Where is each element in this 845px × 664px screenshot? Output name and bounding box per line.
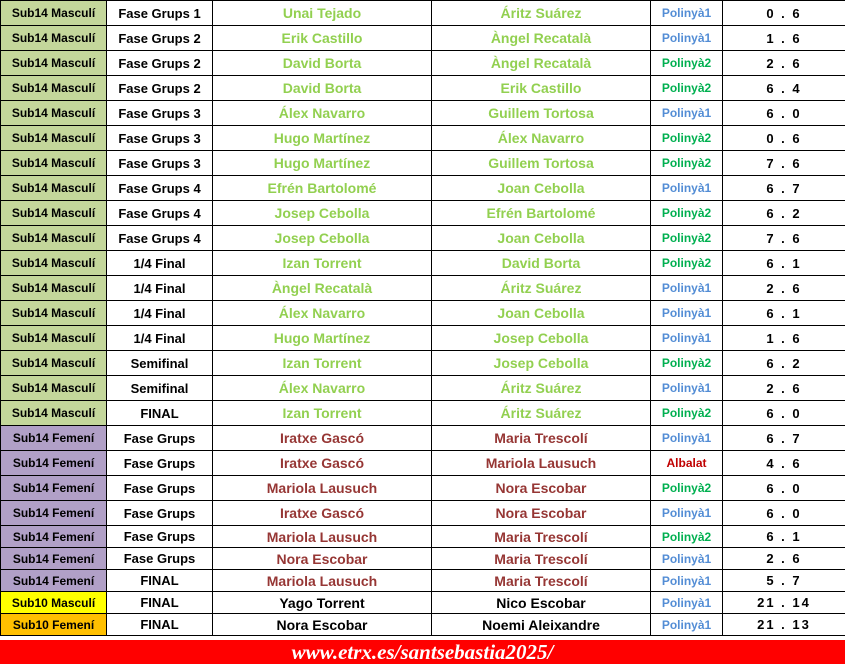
player2-cell: Áritz Suárez bbox=[432, 1, 651, 26]
round-cell: 1/4 Final bbox=[107, 276, 213, 301]
player2-cell: Maria Trescolí bbox=[432, 548, 651, 570]
table-row bbox=[1, 276, 845, 301]
score-cell: 0 . 6 bbox=[723, 126, 845, 151]
score-cell: 6 . 0 bbox=[723, 401, 845, 426]
table-row bbox=[1, 226, 845, 251]
round-cell: Fase Grups 4 bbox=[107, 201, 213, 226]
round-cell: Fase Grups 3 bbox=[107, 151, 213, 176]
player2-cell: Maria Trescolí bbox=[432, 426, 651, 451]
player1-cell: Álex Navarro bbox=[213, 101, 432, 126]
player2-cell: Efrén Bartolomé bbox=[432, 201, 651, 226]
venue-cell: Polinyà2 bbox=[651, 51, 723, 76]
venue-cell: Polinyà1 bbox=[651, 1, 723, 26]
player2-cell: Mariola Lausuch bbox=[432, 451, 651, 476]
venue-cell: Polinyà2 bbox=[651, 401, 723, 426]
score-cell: 2 . 6 bbox=[723, 548, 845, 570]
round-cell: 1/4 Final bbox=[107, 301, 213, 326]
round-cell: Semifinal bbox=[107, 351, 213, 376]
round-cell: Fase Grups 4 bbox=[107, 226, 213, 251]
category-cell: Sub14 Masculí bbox=[1, 176, 107, 201]
category-cell: Sub14 Femení bbox=[1, 426, 107, 451]
venue-cell: Polinyà2 bbox=[651, 126, 723, 151]
score-cell: 7 . 6 bbox=[723, 226, 845, 251]
round-cell: Fase Grups bbox=[107, 426, 213, 451]
table-row bbox=[1, 592, 845, 614]
score-cell: 7 . 6 bbox=[723, 151, 845, 176]
table-row bbox=[1, 126, 845, 151]
score-cell: 6 . 1 bbox=[723, 301, 845, 326]
player1-cell: Iratxe Gascó bbox=[213, 451, 432, 476]
table-row bbox=[1, 376, 845, 401]
table-row bbox=[1, 526, 845, 548]
category-cell: Sub14 Masculí bbox=[1, 376, 107, 401]
table-row bbox=[1, 326, 845, 351]
round-cell: Fase Grups bbox=[107, 526, 213, 548]
round-cell: Semifinal bbox=[107, 376, 213, 401]
category-cell: Sub14 Masculí bbox=[1, 226, 107, 251]
player1-cell: Josep Cebolla bbox=[213, 201, 432, 226]
score-cell: 6 . 4 bbox=[723, 76, 845, 101]
venue-cell: Polinyà1 bbox=[651, 301, 723, 326]
player2-cell: Nico Escobar bbox=[432, 592, 651, 614]
score-cell: 6 . 1 bbox=[723, 526, 845, 548]
player2-cell: Nora Escobar bbox=[432, 476, 651, 501]
player1-cell: Unai Tejado bbox=[213, 1, 432, 26]
round-cell: Fase Grups 1 bbox=[107, 1, 213, 26]
table-row bbox=[1, 451, 845, 476]
category-cell: Sub14 Femení bbox=[1, 501, 107, 526]
category-cell: Sub14 Masculí bbox=[1, 276, 107, 301]
player1-cell: Erik Castillo bbox=[213, 26, 432, 51]
table-row bbox=[1, 548, 845, 570]
score-cell: 0 . 6 bbox=[723, 1, 845, 26]
table-row bbox=[1, 51, 845, 76]
table-row bbox=[1, 151, 845, 176]
player1-cell: Josep Cebolla bbox=[213, 226, 432, 251]
player2-cell: Joan Cebolla bbox=[432, 301, 651, 326]
player2-cell: Josep Cebolla bbox=[432, 326, 651, 351]
category-cell: Sub14 Femení bbox=[1, 451, 107, 476]
venue-cell: Polinyà2 bbox=[651, 226, 723, 251]
round-cell: Fase Grups 2 bbox=[107, 51, 213, 76]
player1-cell: Mariola Lausuch bbox=[213, 476, 432, 501]
round-cell: FINAL bbox=[107, 592, 213, 614]
score-cell: 21 . 13 bbox=[723, 614, 845, 636]
player2-cell: Josep Cebolla bbox=[432, 351, 651, 376]
venue-cell: Polinyà1 bbox=[651, 376, 723, 401]
score-cell: 2 . 6 bbox=[723, 51, 845, 76]
player1-cell: Izan Torrent bbox=[213, 401, 432, 426]
table-row bbox=[1, 476, 845, 501]
player2-cell: Àngel Recatalà bbox=[432, 51, 651, 76]
venue-cell: Polinyà1 bbox=[651, 176, 723, 201]
venue-cell: Polinyà1 bbox=[651, 426, 723, 451]
category-cell: Sub14 Masculí bbox=[1, 51, 107, 76]
table-row bbox=[1, 26, 845, 51]
player1-cell: Yago Torrent bbox=[213, 592, 432, 614]
venue-cell: Polinyà2 bbox=[651, 76, 723, 101]
table-row bbox=[1, 1, 845, 26]
score-cell: 1 . 6 bbox=[723, 26, 845, 51]
table-row bbox=[1, 614, 845, 636]
score-cell: 2 . 6 bbox=[723, 376, 845, 401]
category-cell: Sub14 Femení bbox=[1, 570, 107, 592]
table-row bbox=[1, 251, 845, 276]
player2-cell: Áritz Suárez bbox=[432, 376, 651, 401]
venue-cell: Polinyà1 bbox=[651, 276, 723, 301]
category-cell: Sub14 Femení bbox=[1, 526, 107, 548]
score-cell: 5 . 7 bbox=[723, 570, 845, 592]
player2-cell: Guillem Tortosa bbox=[432, 101, 651, 126]
player2-cell: Nora Escobar bbox=[432, 501, 651, 526]
player1-cell: David Borta bbox=[213, 76, 432, 101]
score-cell: 6 . 1 bbox=[723, 251, 845, 276]
score-cell: 6 . 2 bbox=[723, 201, 845, 226]
category-cell: Sub14 Masculí bbox=[1, 326, 107, 351]
player1-cell: Álex Navarro bbox=[213, 301, 432, 326]
score-cell: 6 . 7 bbox=[723, 426, 845, 451]
venue-cell: Polinyà2 bbox=[651, 476, 723, 501]
table-row bbox=[1, 426, 845, 451]
table-row bbox=[1, 176, 845, 201]
score-cell: 2 . 6 bbox=[723, 276, 845, 301]
round-cell: 1/4 Final bbox=[107, 326, 213, 351]
round-cell: Fase Grups bbox=[107, 501, 213, 526]
category-cell: Sub14 Masculí bbox=[1, 126, 107, 151]
score-cell: 21 . 14 bbox=[723, 592, 845, 614]
player2-cell: Noemi Aleixandre bbox=[432, 614, 651, 636]
venue-cell: Polinyà1 bbox=[651, 570, 723, 592]
round-cell: Fase Grups bbox=[107, 476, 213, 501]
category-cell: Sub14 Femení bbox=[1, 476, 107, 501]
category-cell: Sub14 Masculí bbox=[1, 151, 107, 176]
venue-cell: Polinyà1 bbox=[651, 326, 723, 351]
score-cell: 6 . 0 bbox=[723, 101, 845, 126]
player2-cell: Guillem Tortosa bbox=[432, 151, 651, 176]
player1-cell: David Borta bbox=[213, 51, 432, 76]
round-cell: FINAL bbox=[107, 570, 213, 592]
table-row bbox=[1, 501, 845, 526]
venue-cell: Polinyà1 bbox=[651, 101, 723, 126]
table-row bbox=[1, 201, 845, 226]
player2-cell: Álex Navarro bbox=[432, 126, 651, 151]
player2-cell: Áritz Suárez bbox=[432, 276, 651, 301]
footer-url-banner[interactable] bbox=[0, 640, 845, 664]
footer-url[interactable]: www.etrx.es/santsebastia2025/ bbox=[291, 640, 554, 664]
player1-cell: Iratxe Gascó bbox=[213, 426, 432, 451]
round-cell: Fase Grups bbox=[107, 451, 213, 476]
player1-cell: Nora Escobar bbox=[213, 614, 432, 636]
venue-cell: Polinyà1 bbox=[651, 548, 723, 570]
player2-cell: Joan Cebolla bbox=[432, 176, 651, 201]
venue-cell: Albalat bbox=[651, 451, 723, 476]
score-cell: 4 . 6 bbox=[723, 451, 845, 476]
category-cell: Sub14 Masculí bbox=[1, 101, 107, 126]
player2-cell: Maria Trescolí bbox=[432, 570, 651, 592]
category-cell: Sub14 Masculí bbox=[1, 1, 107, 26]
player2-cell: Maria Trescolí bbox=[432, 526, 651, 548]
player1-cell: Àngel Recatalà bbox=[213, 276, 432, 301]
category-cell: Sub14 Masculí bbox=[1, 201, 107, 226]
player2-cell: Erik Castillo bbox=[432, 76, 651, 101]
score-cell: 6 . 0 bbox=[723, 476, 845, 501]
round-cell: 1/4 Final bbox=[107, 251, 213, 276]
score-cell: 6 . 2 bbox=[723, 351, 845, 376]
venue-cell: Polinyà2 bbox=[651, 526, 723, 548]
category-cell: Sub14 Masculí bbox=[1, 301, 107, 326]
category-cell: Sub10 Femení bbox=[1, 614, 107, 636]
venue-cell: Polinyà1 bbox=[651, 501, 723, 526]
round-cell: FINAL bbox=[107, 614, 213, 636]
player1-cell: Hugo Martínez bbox=[213, 151, 432, 176]
venue-cell: Polinyà1 bbox=[651, 592, 723, 614]
table-row bbox=[1, 351, 845, 376]
category-cell: Sub14 Masculí bbox=[1, 76, 107, 101]
player1-cell: Iratxe Gascó bbox=[213, 501, 432, 526]
player1-cell: Nora Escobar bbox=[213, 548, 432, 570]
category-cell: Sub14 Masculí bbox=[1, 351, 107, 376]
category-cell: Sub14 Femení bbox=[1, 548, 107, 570]
player1-cell: Mariola Lausuch bbox=[213, 570, 432, 592]
category-cell: Sub14 Masculí bbox=[1, 26, 107, 51]
venue-cell: Polinyà2 bbox=[651, 151, 723, 176]
player1-cell: Hugo Martínez bbox=[213, 126, 432, 151]
score-cell: 1 . 6 bbox=[723, 326, 845, 351]
player1-cell: Efrén Bartolomé bbox=[213, 176, 432, 201]
table-row bbox=[1, 101, 845, 126]
player2-cell: Joan Cebolla bbox=[432, 226, 651, 251]
score-cell: 6 . 0 bbox=[723, 501, 845, 526]
round-cell: Fase Grups 4 bbox=[107, 176, 213, 201]
venue-cell: Polinyà2 bbox=[651, 201, 723, 226]
player1-cell: Álex Navarro bbox=[213, 376, 432, 401]
category-cell: Sub14 Masculí bbox=[1, 251, 107, 276]
player1-cell: Izan Torrent bbox=[213, 351, 432, 376]
player2-cell: David Borta bbox=[432, 251, 651, 276]
venue-cell: Polinyà1 bbox=[651, 26, 723, 51]
table-row bbox=[1, 570, 845, 592]
player1-cell: Izan Torrent bbox=[213, 251, 432, 276]
player2-cell: Àngel Recatalà bbox=[432, 26, 651, 51]
venue-cell: Polinyà2 bbox=[651, 251, 723, 276]
venue-cell: Polinyà1 bbox=[651, 614, 723, 636]
category-cell: Sub14 Masculí bbox=[1, 401, 107, 426]
player1-cell: Mariola Lausuch bbox=[213, 526, 432, 548]
venue-cell: Polinyà2 bbox=[651, 351, 723, 376]
round-cell: Fase Grups 2 bbox=[107, 26, 213, 51]
table-row bbox=[1, 76, 845, 101]
player2-cell: Áritz Suárez bbox=[432, 401, 651, 426]
player1-cell: Hugo Martínez bbox=[213, 326, 432, 351]
category-cell: Sub10 Masculí bbox=[1, 592, 107, 614]
round-cell: Fase Grups 2 bbox=[107, 76, 213, 101]
table-row bbox=[1, 301, 845, 326]
round-cell: Fase Grups 3 bbox=[107, 126, 213, 151]
round-cell: FINAL bbox=[107, 401, 213, 426]
score-cell: 6 . 7 bbox=[723, 176, 845, 201]
round-cell: Fase Grups bbox=[107, 548, 213, 570]
round-cell: Fase Grups 3 bbox=[107, 101, 213, 126]
table-row bbox=[1, 401, 845, 426]
